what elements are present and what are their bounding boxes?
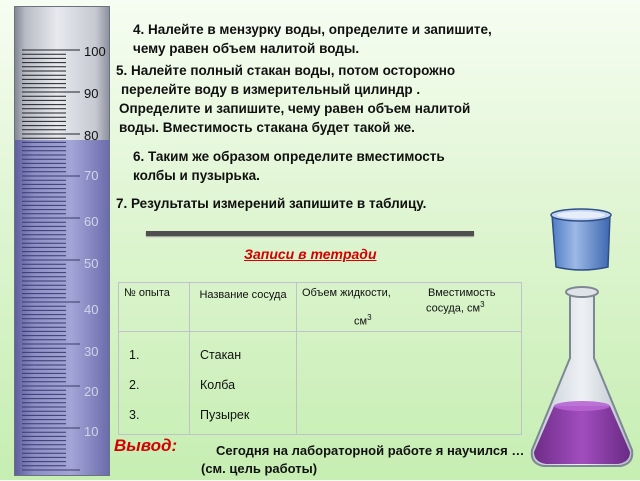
experiment-number: 3. (129, 408, 140, 422)
scale-label-40: 40 (84, 302, 99, 317)
instruction-4 (133, 20, 492, 58)
instruction-6 (133, 147, 445, 185)
unit-superscript: 3 (480, 300, 485, 309)
volume-values-cell (297, 332, 522, 435)
scale-label-100: 100 (84, 44, 106, 59)
instruction-6-line-1: 6. Таким же образом определите вместимость (133, 149, 445, 164)
instruction-5-line-3: Определите и запишите, чему равен объем налитой (119, 101, 471, 116)
experiment-number: 2. (129, 378, 140, 392)
vessel-name: Колба (200, 378, 236, 392)
scale-label-60: 60 (84, 214, 99, 229)
conclusion-text-line-2: (см. цель работы) (201, 461, 318, 476)
scale-label-80: 80 (84, 128, 99, 143)
vessel-names-cell (190, 332, 297, 435)
instruction-5-line-2: перелейте воду в измерительный цилиндр . (121, 82, 421, 97)
unit-superscript: 3 (367, 313, 372, 322)
unit-cm: сосуда, см (426, 302, 481, 315)
experiment-numbers-cell (119, 332, 190, 435)
instruction-5 (116, 61, 470, 137)
unit-cm: см (354, 315, 368, 328)
table-body-row (119, 332, 522, 435)
header-liquid-volume: Объем жидкости, (302, 287, 391, 299)
notebook-link[interactable]: Записи в тетради (244, 246, 377, 262)
instruction-5-line-4: воды. Вместимость стакана будет такой же. (119, 120, 415, 135)
instruction-4-line-2: чему равен объем налитой воды. (133, 41, 360, 56)
vessel-name: Стакан (200, 348, 242, 362)
scale-label-20: 20 (84, 384, 99, 399)
measuring-cylinder (14, 6, 110, 476)
header-capacity: Вместимость (428, 287, 496, 299)
scale-label-30: 30 (84, 344, 99, 359)
results-table (118, 282, 522, 435)
scale-label-10: 10 (84, 424, 99, 439)
conclusion-text-line-1: Сегодня на лабораторной работе я научился … (216, 443, 525, 458)
instruction-5-line-1: 5. Налейте полный стакан воды, потом осторожно (116, 63, 456, 78)
header-experiment-number: № опыта (119, 283, 190, 332)
experiment-number: 1. (129, 348, 140, 362)
header-liquid-volume-unit (354, 313, 372, 328)
glass-beaker-icon (544, 205, 620, 275)
scale-label-90: 90 (84, 86, 99, 101)
scale-label-50: 50 (84, 256, 99, 271)
table-header-row (119, 283, 522, 332)
conical-flask-icon (526, 278, 638, 476)
instruction-4-line-1: 4. Налейте в мензурку воды, определите и запишите, (133, 22, 492, 37)
scale-label-70: 70 (84, 168, 99, 183)
header-volumes (297, 283, 522, 332)
instruction-7: 7. Результаты измерений запишите в таблицу. (116, 196, 427, 211)
conclusion-label: Вывод: (114, 436, 178, 455)
header-vessel-name: Название сосуда (190, 283, 297, 332)
vessel-name: Пузырек (200, 408, 250, 422)
divider (146, 231, 474, 236)
header-capacity-unit (426, 300, 485, 315)
instruction-6-line-2: колбы и пузырька. (133, 168, 260, 183)
